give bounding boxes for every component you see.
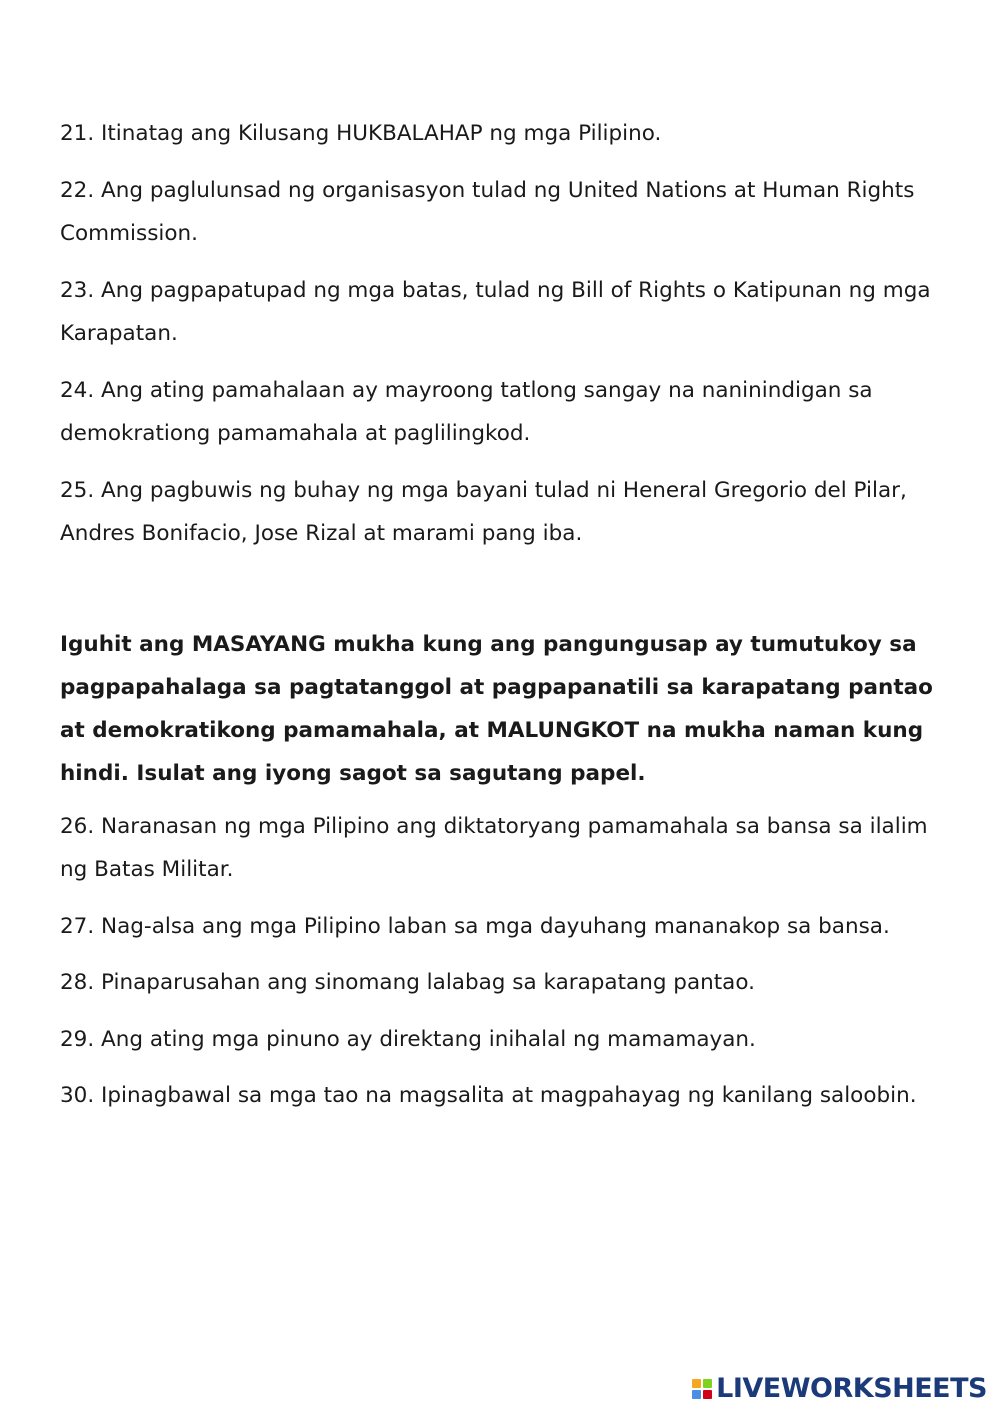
question-item-24: 24. Ang ating pamahalaan ay mayroong tatlong sangay na naninindigan sa demokrationg pamamahala at paglilingkod. — [60, 377, 873, 446]
question-item-22: 22. Ang paglulunsad ng organisasyon tulad ng United Nations at Human Rights Commission. — [60, 177, 915, 246]
question-item-26: 26. Naranasan ng mga Pilipino ang diktatoryang pamamahala sa bansa sa ilalim ng Batas Militar. — [60, 813, 928, 882]
question-item-28: 28. Pinaparusahan ang sinomang lalabag sa karapatang pantao. — [60, 970, 755, 995]
question-item-29: 29. Ang ating mga pinuno ay direktang inihalal ng mamamayan. — [60, 1026, 756, 1052]
logo-square-3 — [692, 1390, 701, 1399]
liveworksheets-logo-icon — [692, 1379, 712, 1399]
question-list-part2 — [60, 805, 945, 1118]
question-item-23: 23. Ang pagpapatupad ng mga batas, tulad ng Bill of Rights o Katipunan ng mga Karapatan. — [60, 277, 931, 346]
worksheet-page — [60, 112, 945, 1131]
logo-square-2 — [703, 1379, 712, 1388]
instruction-text: Iguhit ang MASAYANG mukha kung ang pangungusap ay tumutukoy sa pagpapahalaga sa pagtatanggol at pagpapanatili sa karapatang pantao at demokratikong pamamahala, at MALUNGKOT na mukha naman kung hindi. Isulat ang iyong sagot sa sagutang papel. — [60, 631, 933, 786]
question-list-part1 — [60, 112, 945, 556]
question-item-27: 27. Nag-alsa ang mga Pilipino laban sa mga dayuhang mananakop sa bansa. — [60, 913, 890, 939]
logo-square-1 — [692, 1379, 701, 1388]
logo-square-4 — [703, 1390, 712, 1399]
brand-name: LIVEWORKSHEETS — [716, 1373, 987, 1404]
question-item-25: 25. Ang pagbuwis ng buhay ng mga bayani tulad ni Heneral Gregorio del Pilar, Andres Bonifacio, Jose Rizal at marami pang iba. — [60, 477, 907, 546]
question-item-30: 30. Ipinagbawal sa mga tao na magsalita at magpahayag ng kanilang saloobin. — [60, 1083, 917, 1108]
question-item-21: 21. Itinatag ang Kilusang HUKBALAHAP ng mga Pilipino. — [60, 121, 662, 146]
liveworksheets-brand — [692, 1373, 987, 1404]
